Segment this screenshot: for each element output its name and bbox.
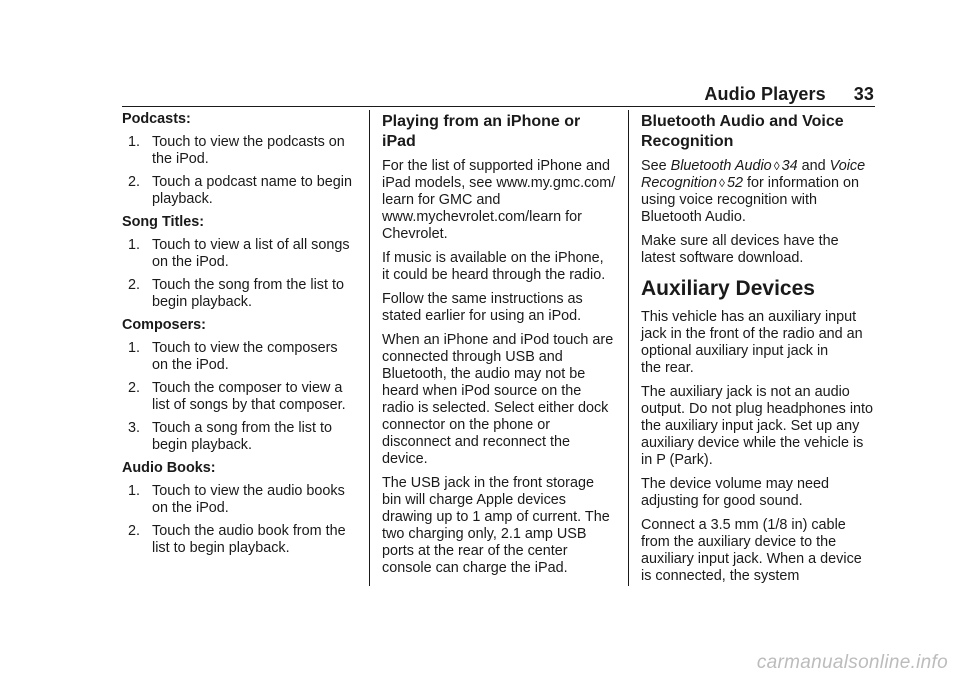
audio-books-group bbox=[122, 460, 358, 557]
header-rule bbox=[122, 106, 875, 107]
right-column bbox=[641, 112, 877, 592]
step-text: Touch to view the composers on the iPod. bbox=[152, 340, 338, 373]
paragraph: For the list of supported iPhone and iPad models, see www.my.gmc.com/ learn for GMC and www.mychevrolet.com/learn for Chevrolet. bbox=[382, 158, 616, 242]
step-text: Touch a song from the list to begin playback. bbox=[152, 420, 332, 453]
step-text: Touch a podcast name to begin playback. bbox=[152, 174, 353, 207]
bluetooth-heading: Bluetooth Audio and Voice Recognition bbox=[641, 113, 844, 150]
step-number: 2. bbox=[128, 380, 141, 396]
step-item bbox=[122, 483, 358, 517]
step-number: 3. bbox=[128, 420, 141, 436]
paragraph: The device volume may need adjusting for good sound. bbox=[641, 476, 829, 509]
paragraph: The USB jack in the front storage bin will charge Apple devices drawing up to 1 amp of current. The two charging only, 2.1 amp USB ports at the rear of the center console can charge the iPad. bbox=[382, 475, 610, 576]
reference-rest-text: for information on using voice recognition with Bluetooth Audio. bbox=[641, 175, 859, 225]
voice-link-part1[interactable]: Voice bbox=[829, 158, 866, 174]
voice-link-part2[interactable]: Recognition bbox=[641, 175, 718, 191]
page-reference-icon: ◊ bbox=[719, 176, 725, 190]
step-item bbox=[122, 277, 358, 311]
step-text: Touch to view the audio books on the iPod. bbox=[152, 483, 345, 516]
group-label: Audio Books: bbox=[122, 460, 216, 476]
paragraph: This vehicle has an auxiliary input jack in the front of the radio and an optional auxiliary input jack in the rear. bbox=[641, 309, 863, 376]
step-number: 1. bbox=[128, 483, 141, 499]
step-item bbox=[122, 380, 358, 414]
podcasts-group bbox=[122, 111, 358, 208]
step-item bbox=[122, 174, 358, 208]
bluetooth-audio-link[interactable]: Bluetooth Audio bbox=[670, 158, 772, 174]
song-titles-group bbox=[122, 214, 358, 311]
step-text: Touch to view a list of all songs on the iPod. bbox=[152, 237, 350, 270]
page-header bbox=[0, 84, 874, 105]
group-label: Composers: bbox=[122, 317, 206, 333]
group-label: Song Titles: bbox=[122, 214, 205, 230]
step-item bbox=[122, 420, 358, 454]
step-number: 2. bbox=[128, 174, 141, 190]
watermark: carmanualsonline.info bbox=[756, 652, 948, 673]
step-number: 1. bbox=[128, 340, 141, 356]
page-link-52[interactable]: 52 bbox=[726, 175, 743, 191]
paragraph: When an iPhone and iPod touch are connected through USB and Bluetooth, the audio may not be heard when iPod source on the radio is selected. Select either dock connector on the phone or disconnect and reconnect the device. bbox=[382, 332, 614, 467]
paragraph: Connect a 3.5 mm (1/8 in) cable from the auxiliary device to the auxiliary input jack. When a device is connected, the system bbox=[641, 517, 862, 584]
paragraph: Make sure all devices have the latest software download. bbox=[641, 233, 839, 266]
see-text: See bbox=[641, 158, 667, 174]
step-item bbox=[122, 340, 358, 374]
paragraph: If music is available on the iPhone, it could be heard through the radio. bbox=[382, 250, 606, 283]
bluetooth-reference-paragraph bbox=[641, 158, 877, 226]
page-reference-icon: ◊ bbox=[773, 159, 780, 173]
page-number: 33 bbox=[853, 84, 874, 104]
step-number: 2. bbox=[128, 523, 141, 539]
iphone-ipad-heading: Playing from an iPhone or iPad bbox=[382, 113, 581, 150]
composers-group bbox=[122, 317, 358, 454]
step-number: 1. bbox=[128, 134, 141, 150]
column-divider-2 bbox=[628, 110, 629, 586]
step-text: Touch the song from the list to begin playback. bbox=[152, 277, 344, 310]
page-link-34[interactable]: 34 bbox=[781, 158, 798, 174]
step-item bbox=[122, 134, 358, 168]
group-label: Podcasts: bbox=[122, 111, 191, 127]
step-text: Touch the audio book from the list to begin playback. bbox=[152, 523, 346, 556]
step-item bbox=[122, 237, 358, 271]
paragraph: Follow the same instructions as stated earlier for using an iPod. bbox=[382, 291, 583, 324]
and-text: and bbox=[801, 158, 826, 174]
middle-column bbox=[382, 112, 618, 584]
step-item bbox=[122, 523, 358, 557]
step-number: 1. bbox=[128, 237, 141, 253]
step-number: 2. bbox=[128, 277, 141, 293]
step-text: Touch the composer to view a list of songs by that composer. bbox=[152, 380, 346, 413]
paragraph: The auxiliary jack is not an audio output. Do not plug headphones into the auxiliary input jack. Set up any auxiliary device while the vehicle is in P (Park). bbox=[641, 384, 874, 468]
left-column bbox=[122, 111, 358, 563]
column-divider-1 bbox=[369, 110, 370, 586]
step-text: Touch to view the podcasts on the iPod. bbox=[152, 134, 345, 167]
section-title: Audio Players bbox=[704, 84, 826, 104]
auxiliary-devices-heading: Auxiliary Devices bbox=[641, 277, 815, 300]
